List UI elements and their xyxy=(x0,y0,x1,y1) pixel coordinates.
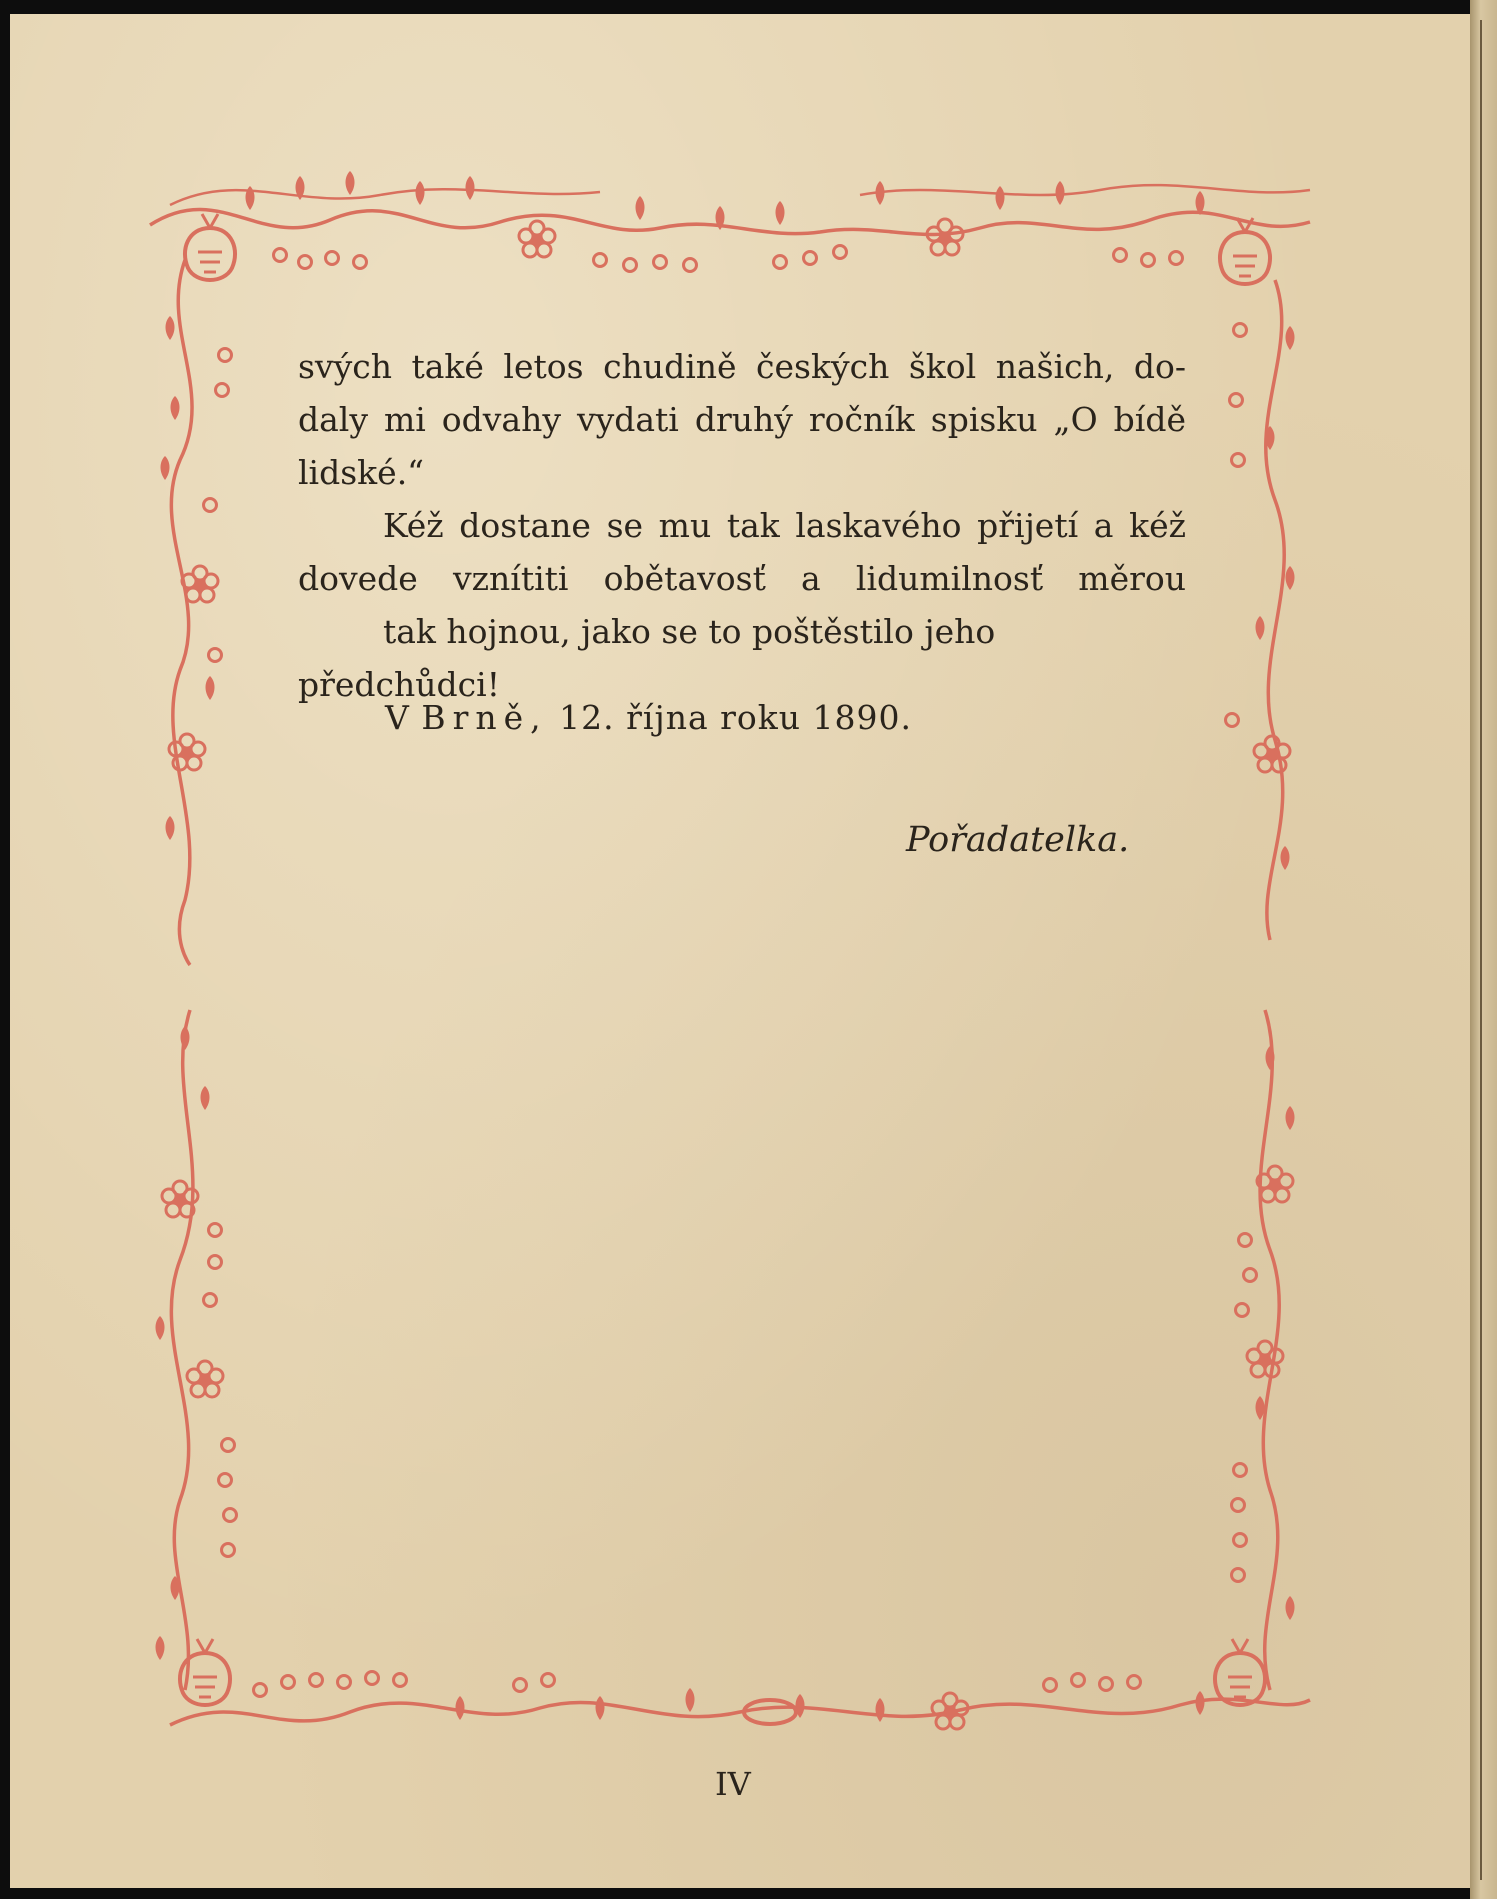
dateline-date: 12. října roku 1890. xyxy=(559,698,912,737)
paragraph-1-line-1: svých také letos chudině českých škol našich, do- xyxy=(298,347,1186,386)
dateline-prefix: V xyxy=(385,698,410,737)
bottom-border-vine xyxy=(170,1699,1310,1725)
paragraph-1-last-line: lidské.“ xyxy=(298,453,425,492)
left-border-ornaments xyxy=(156,316,237,1705)
top-border-vine xyxy=(150,185,1310,234)
dateline xyxy=(385,698,912,737)
left-border-vine xyxy=(171,260,193,1690)
right-border-vine xyxy=(1260,280,1284,1690)
paragraph-1-line-2: daly mi odvahy vydati druhý ročník spisku „O bídě xyxy=(298,400,1186,439)
preface-text-block xyxy=(298,340,1186,711)
page-number: IV xyxy=(715,1765,751,1803)
signature: Pořadatelka. xyxy=(906,820,1130,860)
bottom-border-ornaments xyxy=(254,1672,1205,1730)
paragraph-2-line-1: Kéž dostane se mu tak laskavého přijetí a xyxy=(383,506,1114,545)
paragraph-2 xyxy=(298,499,1186,711)
paragraph-2-line-2: kéž dovede vznítiti obětavosť a lidumilnosť měrou xyxy=(298,506,1186,598)
paragraph-2-last-line: tak hojnou, jako se to poštěstilo jeho předchůdci! xyxy=(298,612,996,704)
dateline-place: Brně, xyxy=(421,698,548,737)
paragraph-1 xyxy=(298,340,1186,499)
